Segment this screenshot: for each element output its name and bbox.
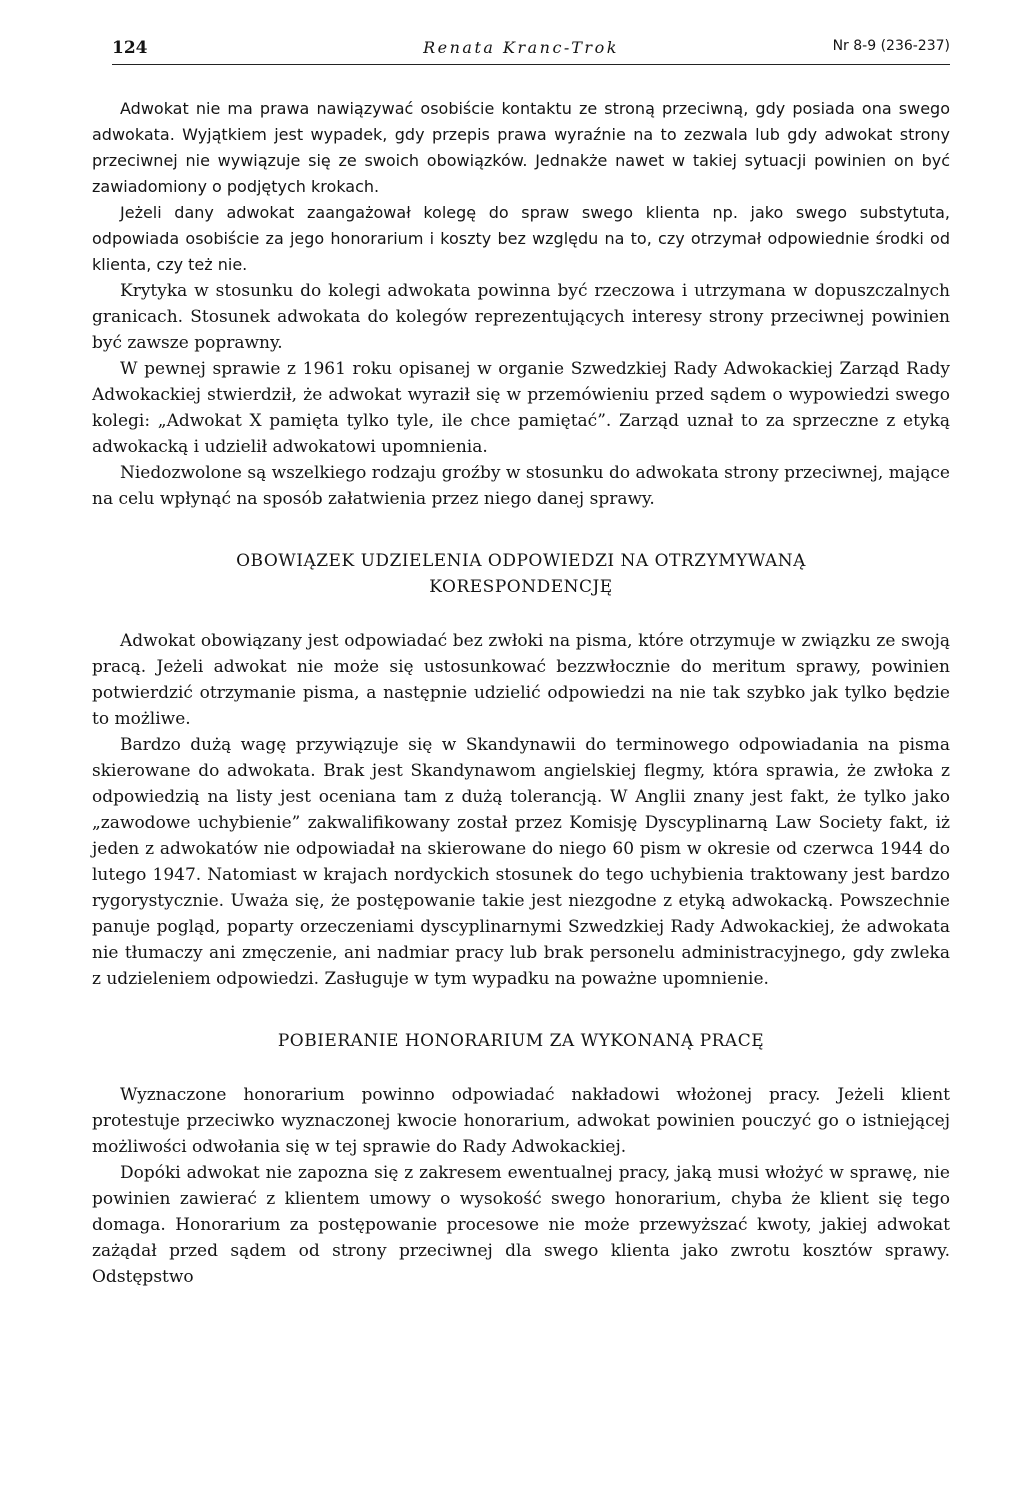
header-rule [112, 64, 950, 65]
section-spacer [92, 600, 950, 628]
paragraph: Niedozwolone są wszelkiego rodzaju groźby w stosunku do adwokata strony przeciwnej, mające na celu wpłynąć na sposób załatwienia przez niego danej sprawy. [92, 463, 950, 509]
paragraph: Bardzo dużą wagę przywiązuje się w Skandynawii do terminowego odpowiadania na pisma skierowane do adwokata. Brak jest Skandynawom angielskiej flegmy, która sprawia, że zwłoka z odpowiedzią na listy jest oceniana tam z dużą tolerancją. W Anglii znany jest fakt, że tylko jako „zawodowe uchybienie” zakwalifikowany został przez Komisję Dyscyplinarną Law Society fakt, iż jeden z adwokatów nie odpowiadał na skierowane do niego 60 pism w okresie od czerwca 1944 do lutego 1947. Natomiast w krajach nordyckich stosunek do tego uchybienia traktowany jest bardzo rygorystycznie. Uważa się, że postępowanie takie jest niezgodne z etyką adwokacką. Powszechnie panuje pogląd, poparty orzeczeniami dyscyplinarnymi Szwedzkiej Rady Adwokackiej, że adwokata nie tłumaczy ani zmęczenie, ani nadmiar pracy lub brak personelu administracyjnego, gdy zwleka z udzieleniem odpowiedzi. Zasługuje w tym wypadku na poważne upomnienie. [92, 735, 950, 989]
section-spacer [92, 1054, 950, 1082]
section-spacer [92, 512, 950, 548]
page-header [92, 38, 950, 62]
paragraph: Jeżeli dany adwokat zaangażował kolegę do spraw swego klienta np. jako swego substytuta, odpowiada osobiście za jego honorarium i koszty bez względu na to, czy otrzymał odpowiednie środki od klienta, czy też nie. [92, 203, 950, 274]
paragraph: Adwokat nie ma prawa nawiązywać osobiście kontaktu ze stroną przeciwną, gdy posiada ona swego adwokata. Wyjątkiem jest wypadek, gdy przepis prawa wyraźnie na to zezwala lub gdy adwokat strony przeciwnej nie wywiązuje się ze swoich obowiązków. Jednakże nawet w takiej sytuacji powinien on być zawiadomiony o podjętych krokach. [92, 99, 950, 196]
section-heading: POBIERANIE HONORARIUM ZA WYKONANĄ PRACĘ [277, 1031, 765, 1051]
paragraph: Krytyka w stosunku do kolegi adwokata powinna być rzeczowa i utrzymana w dopuszczalnych granicach. Stosunek adwokata do kolegów reprezentujących interesy strony przeciwnej powinien być zawsze poprawny. [92, 281, 950, 353]
document-page [92, 38, 950, 1287]
paragraph: Adwokat obowiązany jest odpowiadać bez zwłoki na pisma, które otrzymuje w związku ze swoją pracą. Jeżeli adwokat nie może się ustosunkować bezzwłocznie do meritum sprawy, powinien potwierdzić otrzymanie pisma, a następnie udzielić odpowiedzi na nie tak szybko jak tylko będzie to możliwe. [92, 631, 950, 729]
running-title: Renata Kranc-Trok [423, 38, 619, 57]
paragraph: Wyznaczone honorarium powinno odpowiadać nakładowi włożonej pracy. Jeżeli klient protestuje przeciwko wyznaczonej kwocie honorarium, adwokat powinien pouczyć go o istniejącej możliwości odwołania się w tej sprawie do Rady Adwokackiej. [92, 1085, 950, 1157]
section-spacer [92, 992, 950, 1028]
issue-number: Nr 8-9 (236-237) [832, 38, 950, 54]
article-body [92, 96, 950, 1290]
page-number: 124 [112, 38, 148, 58]
section-heading: OBOWIĄZEK UDZIELENIA ODPOWIEDZI NA OTRZYMYWANĄ KORESPONDENCJĘ [236, 551, 806, 597]
paragraph: Dopóki adwokat nie zapozna się z zakresem ewentualnej pracy, jaką musi włożyć w sprawę, nie powinien zawierać z klientem umowy o wysokość swego honorarium, chyba że klient się tego domaga. Honorarium za postępowanie procesowe nie może przewyższać kwoty, jakiej adwokat zażądał przed sądem od strony przeciwnej dla swego klienta jako zwrotu kosztów sprawy. Odstępstwo [92, 1163, 950, 1287]
paragraph: W pewnej sprawie z 1961 roku opisanej w organie Szwedzkiej Rady Adwokackiej Zarząd Rady Adwokackiej stwierdził, że adwokat wyraził się w przemówieniu przed sądem o wypowiedzi swego kolegi: „Adwokat X pamięta tylko tyle, ile chce pamiętać”. Zarząd uznał to za sprzeczne z etyką adwokacką i udzielił adwokatowi upomnienia. [92, 359, 950, 457]
